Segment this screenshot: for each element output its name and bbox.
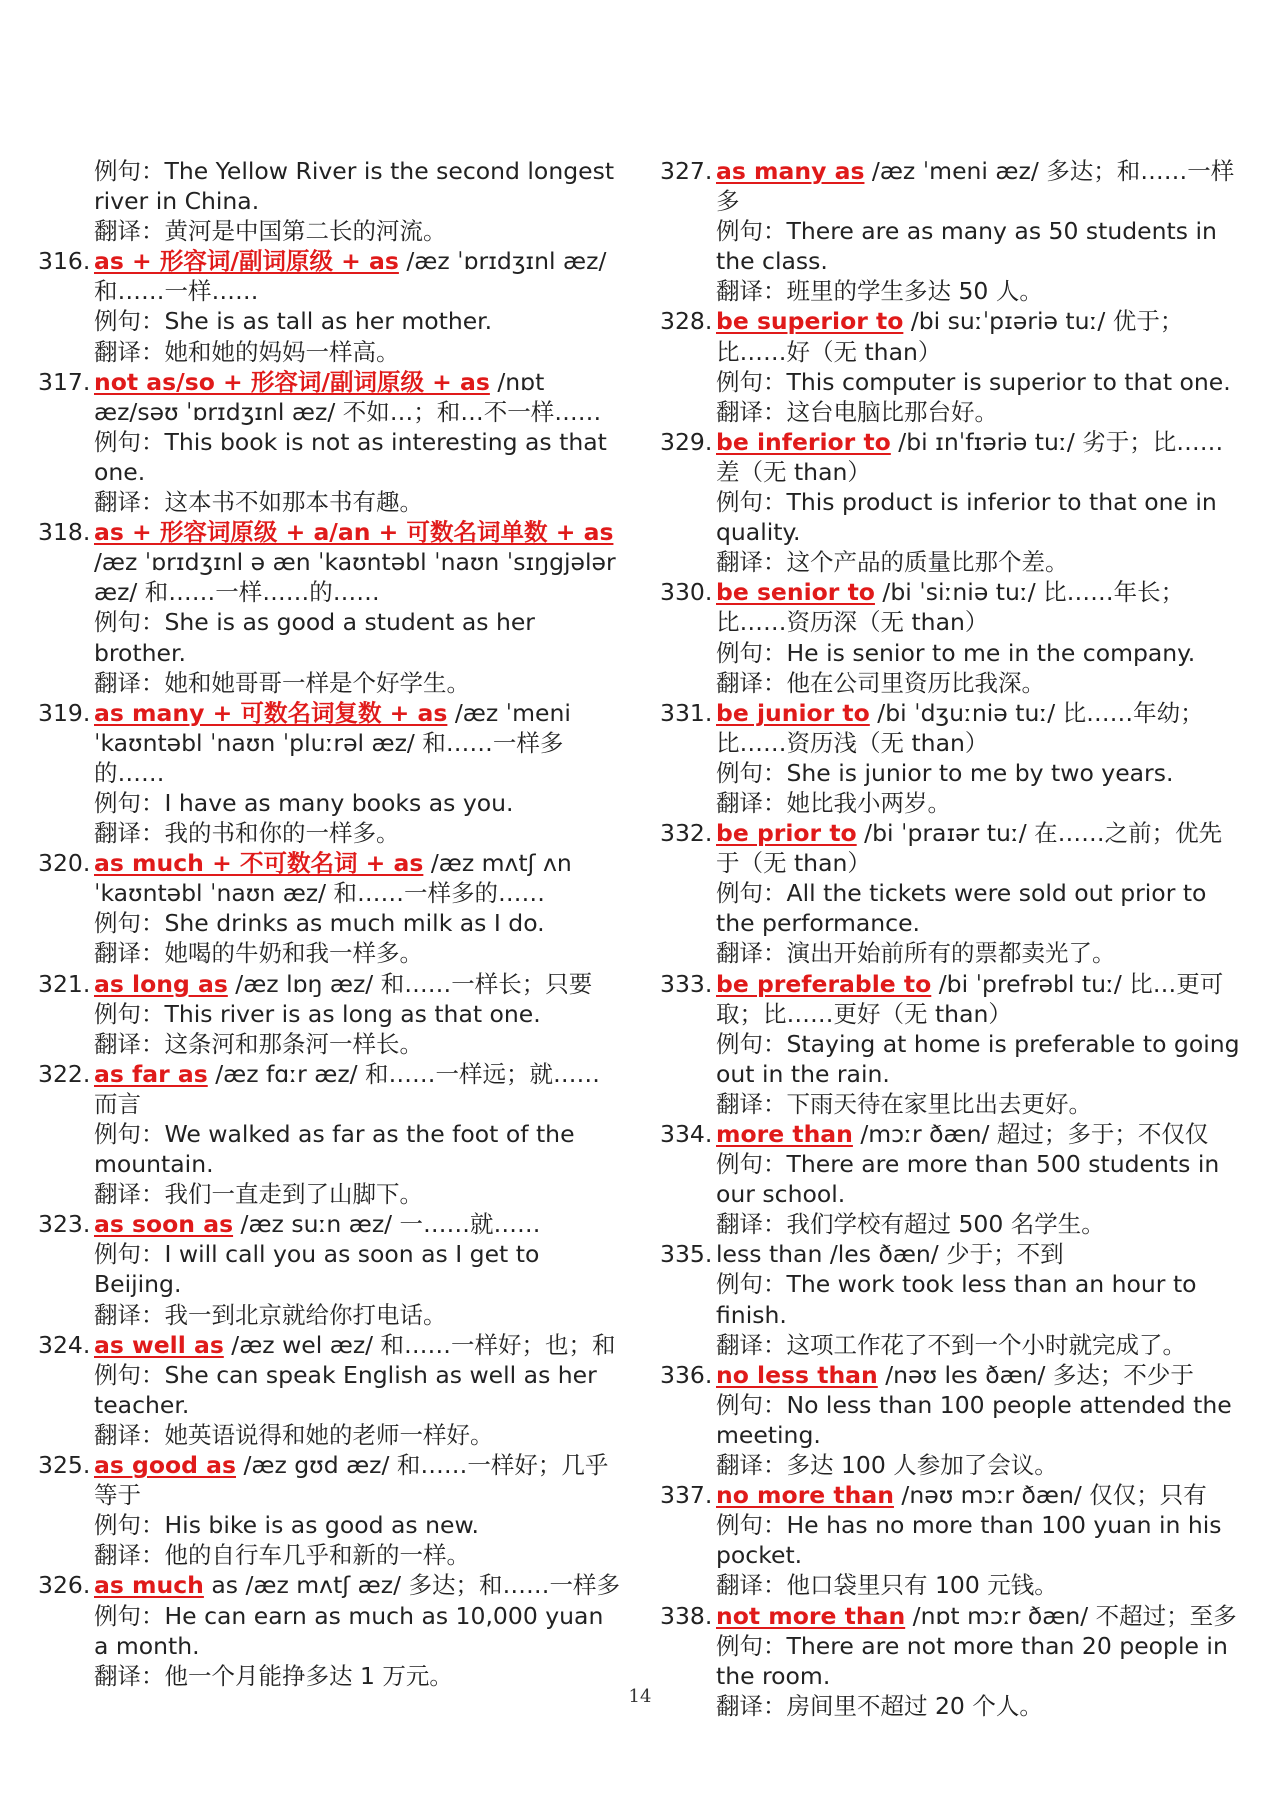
entry-head [38,246,623,306]
phonetic-meaning: /æz fɑːr æz/ 和……一样远；就……而言 [94,1059,601,1118]
example-sentence: 例句：There are not more than 20 people in the room. [716,1631,1228,1690]
phonetic-meaning: /nɒt æz/səʊ ˈɒrɪdʒɪnl æz/ 不如…；和…不一样…… [94,367,602,426]
entry-head [38,1450,623,1510]
entry-head [660,1239,1245,1269]
entry-number: 317. [38,367,91,396]
phrase-term: be prior to [716,819,857,848]
phonetic-meaning: /bi suːˈpɪəriə tuː/ 优于；比……好（无 than） [716,307,1184,366]
phrase-entry [38,367,623,517]
phonetic-meaning: /bi ˈsiːniə tuː/ 比……年长；比……资历深（无 than） [716,578,1185,637]
translation-sentence: 翻译：这条河和那条河一样长。 [94,1029,423,1058]
phrase-entry [38,1570,623,1690]
phrase-term: as many + 可数名词复数 + as [94,698,448,727]
entry-head [38,848,623,908]
example-sentence: 例句：His bike is as good as new. [94,1511,479,1540]
entry-number: 337. [660,1481,713,1510]
translation-sentence: 翻译：他一个月能挣多达 1 万元。 [94,1661,453,1690]
entry-number: 327. [660,157,713,185]
phrase-term: as much [94,1571,204,1600]
phrase-entry [38,517,623,698]
phrase-term: as much + 不可数名词 + as [94,849,424,878]
example-sentence: 例句：We walked as far as the foot of the mountain. [94,1120,575,1179]
phonetic-meaning: /æz lɒŋ æz/ 和……一样长；只要 [227,969,593,998]
example-sentence: 例句：The work took less than an hour to finish. [716,1270,1197,1329]
phrase-term: as + 形容词原级 + a/an + 可数名词单数 + as [94,518,614,547]
phrase-term: be junior to [716,698,870,727]
phrase-entry [660,1239,1245,1359]
example-sentence: 例句：This book is not as interesting as that one. [94,427,607,486]
phrase-entry [38,1330,623,1450]
translation-sentence: 翻译：她英语说得和她的老师一样好。 [94,1420,494,1449]
translation-sentence: 翻译：她喝的牛奶和我一样多。 [94,939,423,968]
phrase-term: as far as [94,1059,208,1088]
example-sentence: 例句：She can speak English as well as her teacher. [94,1360,597,1419]
phrase-entry [660,1119,1245,1239]
example-sentence: 例句：No less than 100 people attended the meeting. [716,1390,1232,1449]
entry-number: 331. [660,698,713,727]
translation-sentence: 翻译：她和她哥哥一样是个好学生。 [94,668,470,697]
entry-head [38,698,623,788]
phrase-entry [660,306,1245,426]
entry-head [660,818,1245,878]
example-sentence: 例句：There are more than 500 students in our school. [716,1150,1220,1209]
phonetic-meaning: /æz ˈmeni æz/ 多达；和……一样多 [716,157,1235,216]
phonetic-meaning: /mɔːr ðæn/ 超过；多于；不仅仅 [852,1120,1209,1148]
translation-sentence: 翻译：房间里不超过 20 个人。 [716,1691,1043,1720]
translation-sentence: 翻译：演出开始前所有的票都卖光了。 [716,939,1116,968]
translation-sentence: 翻译：这本书不如那本书有趣。 [94,488,423,517]
phrase-term: be superior to [716,307,904,336]
entry-number: 326. [38,1571,91,1600]
translation-sentence: 翻译：他在公司里资历比我深。 [716,668,1045,697]
entry-number: 336. [660,1360,713,1389]
example-sentence: 例句：She drinks as much milk as I do. [94,909,545,938]
translation-sentence: 翻译：班里的学生多达 50 人。 [716,277,1043,306]
entry-number: 318. [38,518,91,547]
entry-head [660,577,1245,637]
entry-head [660,969,1245,1029]
page-number: 14 [628,1686,652,1707]
translation-sentence: 翻译：他口袋里只有 100 元钱。 [716,1571,1058,1600]
phrase-entry [38,848,623,968]
example-sentence: 例句：I will call you as soon as I get to Beijing. [94,1240,540,1299]
phonetic-meaning: /æz ˈɒrɪdʒɪnl æz/和……一样…… [94,247,607,306]
translation-sentence: 翻译：我一到北京就给你打电话。 [94,1300,447,1329]
translation-sentence: 翻译：黄河是中国第二长的河流。 [94,217,447,246]
phrase-entry [38,1209,623,1329]
entry-head [38,1059,623,1119]
phonetic-meaning: /æz ˈmeni ˈkaʊntəbl ˈnaʊn ˈpluːrəl æz/ 和……一样多的…… [94,698,571,787]
phrase-term: as well as [94,1330,224,1359]
phonetic-meaning: /æz gʊd æz/ 和……一样好；几乎等于 [94,1451,609,1510]
phrase-entry [660,1360,1245,1480]
phonetic-meaning: /nəʊ les ðæn/ 多达；不少于 [877,1360,1194,1389]
example-sentence: 例句：This river is as long as that one. [94,999,541,1028]
example-sentence: 例句：This product is inferior to that one in quality. [716,488,1217,547]
phrase-term: as + 形容词/副词原级 + as [94,247,399,276]
entry-number: 338. [660,1601,713,1630]
entry-number: 335. [660,1240,713,1269]
translation-sentence: 翻译：这台电脑比那台好。 [716,397,998,426]
intro-entry [38,156,623,246]
phrase-term: as soon as [94,1210,234,1239]
phrase-entry [660,156,1245,306]
translation-sentence: 翻译：这个产品的质量比那个差。 [716,548,1069,577]
translation-sentence: 翻译：她和她的妈妈一样高。 [94,337,400,366]
phrase-entry [660,969,1245,1119]
entry-number: 322. [38,1059,91,1088]
phrase-term: be preferable to [716,969,932,998]
phrase-entry [660,698,1245,818]
phrase-term: less than [716,1240,823,1269]
entry-number: 330. [660,578,713,607]
example-sentence: 例句：He is senior to me in the company. [716,638,1196,667]
left-column [38,156,623,1691]
example-sentence: 例句：There are as many as 50 students in the class. [716,217,1217,276]
phrase-term: as good as [94,1451,236,1480]
entry-number: 323. [38,1210,91,1239]
example-sentence: 例句：I have as many books as you. [94,788,514,817]
example-sentence: 例句：Staying at home is preferable to going out in the rain. [716,1029,1240,1088]
entry-head [38,1570,623,1600]
entry-head [660,427,1245,487]
entry-number: 333. [660,969,713,998]
entry-head [660,156,1245,216]
entry-head [660,1119,1245,1149]
entry-number: 332. [660,819,713,848]
phonetic-meaning: /æz mʌtʃ ʌnˈkaʊntəbl ˈnaʊn æz/ 和……一样多的…… [94,849,572,908]
translation-sentence: 翻译：他的自行车几乎和新的一样。 [94,1541,470,1570]
phrase-entry [660,427,1245,577]
phonetic-meaning: /les ðæn/ 少于；不到 [822,1240,1064,1269]
entry-number: 319. [38,698,91,727]
phrase-term: be inferior to [716,427,891,456]
right-column [660,156,1245,1721]
phrase-entry [38,698,623,848]
phrase-entry [660,577,1245,697]
translation-sentence: 翻译：多达 100 人参加了会议。 [716,1451,1058,1480]
example-sentence: 例句：This computer is superior to that one. [716,367,1231,396]
entry-head [38,367,623,427]
phrase-entry [660,1480,1245,1600]
phrase-term: be senior to [716,578,875,607]
translation-sentence: 翻译：我们一直走到了山脚下。 [94,1180,423,1209]
entry-number: 325. [38,1451,91,1480]
entry-number: 321. [38,969,91,998]
example-sentence: 例句：He has no more than 100 yuan in his pocket. [716,1511,1222,1570]
phonetic-meaning: /bi ˈprefrəbl tuː/ 比…更可取；比……更好（无 than） [716,969,1224,1028]
phrase-entry [38,1450,623,1570]
entry-head [660,1601,1245,1631]
entry-head [38,969,623,999]
phonetic-meaning: /bi ˈdʒuːniə tuː/ 比……年幼；比……资历浅（无 than） [716,698,1204,757]
phonetic-meaning: /æz ˈɒrɪdʒɪnl ə æn ˈkaʊntəbl ˈnaʊn ˈsɪŋgjələr æz/ 和……一样……的…… [94,548,616,607]
phonetic-meaning: /æz wel æz/ 和……一样好；也；和 [223,1330,616,1359]
example-sentence: 例句：All the tickets were sold out prior to the performance. [716,879,1207,938]
example-sentence: 例句：She is junior to me by two years. [716,758,1174,787]
example-sentence: 例句：She is as tall as her mother. [94,307,493,336]
entry-number: 324. [38,1330,91,1359]
phrase-term: as many as [716,157,865,185]
phrase-term: not more than [716,1601,906,1630]
phonetic-meaning: as /æz mʌtʃ æz/ 多达；和……一样多 [203,1571,620,1600]
translation-sentence: 翻译：我们学校有超过 500 名学生。 [716,1210,1105,1239]
entry-head [38,517,623,607]
example-sentence: 例句：She is as good a student as her brother. [94,608,535,667]
entry-number: 328. [660,307,713,336]
entry-number: 329. [660,427,713,456]
entry-head [660,1480,1245,1510]
entry-head [660,1360,1245,1390]
phrase-entry [38,969,623,1059]
translation-sentence: 翻译：她比我小两岁。 [716,788,951,817]
entry-head [38,1330,623,1360]
phrase-term: no more than [716,1481,894,1510]
phrase-term: more than [716,1120,853,1148]
entry-number: 316. [38,247,91,276]
phonetic-meaning: /nəʊ mɔːr ðæn/ 仅仅；只有 [893,1481,1207,1510]
entry-number: 320. [38,849,91,878]
phrase-entry [660,818,1245,968]
translation-sentence: 翻译：我的书和你的一样多。 [94,819,400,848]
translation-sentence: 翻译：下雨天待在家里比出去更好。 [716,1089,1092,1118]
entry-head [660,306,1245,366]
example-sentence: 例句：The Yellow River is the second longest river in China. [94,157,615,216]
phonetic-meaning: /nɒt mɔːr ðæn/ 不超过；至多 [905,1601,1237,1630]
entry-number: 334. [660,1120,713,1148]
entry-head [38,1209,623,1239]
phonetic-meaning: /æz suːn æz/ 一……就…… [233,1210,541,1239]
phrase-entry [38,246,623,366]
phrase-term: as long as [94,969,228,998]
phonetic-meaning: /bi ɪnˈfɪəriə tuː/ 劣于；比……差（无 than） [716,427,1224,486]
entry-head [660,698,1245,758]
example-sentence: 例句：He can earn as much as 10,000 yuan a month. [94,1601,604,1660]
phrase-entry [38,1059,623,1209]
translation-sentence: 翻译：这项工作花了不到一个小时就完成了。 [716,1330,1186,1359]
phrase-term: no less than [716,1360,878,1389]
phrase-term: not as/so + 形容词/副词原级 + as [94,367,490,396]
phonetic-meaning: /bi ˈpraɪər tuː/ 在……之前；优先于（无 than） [716,819,1223,878]
